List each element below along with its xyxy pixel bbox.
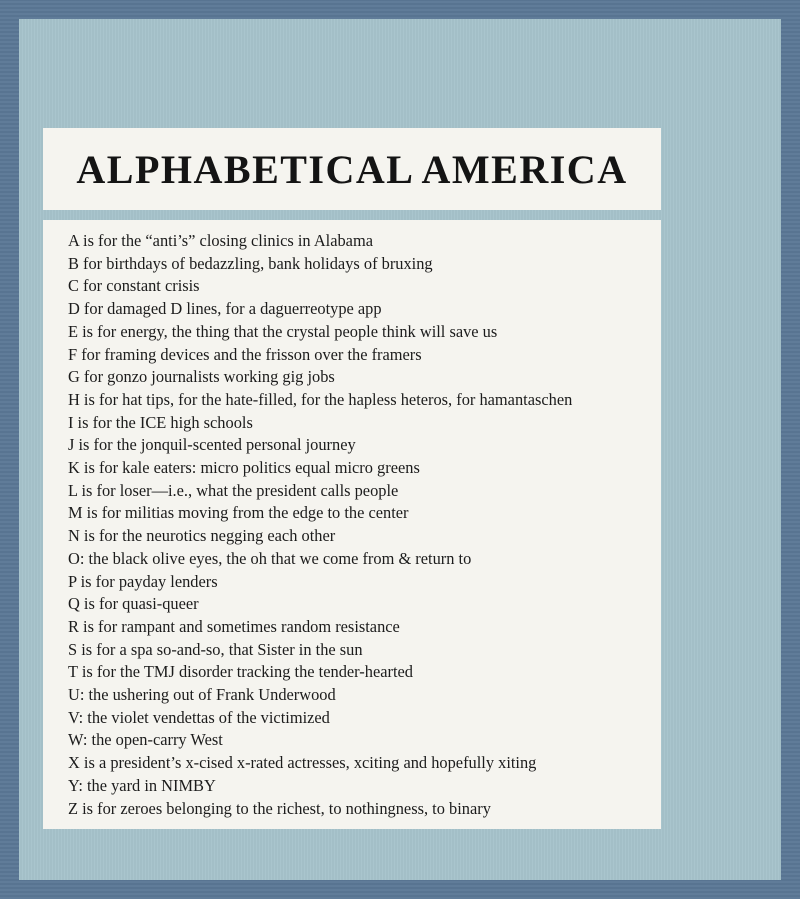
poem-line: R is for rampant and sometimes random resistance	[68, 616, 400, 636]
title-card	[43, 128, 661, 210]
poem-line: S is for a spa so-and-so, that Sister in the sun	[68, 639, 363, 659]
poem-line: F for framing devices and the frisson over the framers	[68, 344, 422, 364]
poem-line: U: the ushering out of Frank Underwood	[68, 685, 336, 705]
poem-line: E is for energy, the thing that the crystal people think will save us	[68, 321, 498, 341]
poem-line: G for gonzo journalists working gig jobs	[68, 367, 335, 387]
poem-line: J is for the jonquil-scented personal journey	[68, 435, 356, 455]
poem-line: L is for loser—i.e., what the president calls people	[68, 480, 399, 500]
poem-line: W: the open-carry West	[68, 730, 223, 750]
poem-line: B for birthdays of bedazzling, bank holidays of bruxing	[68, 253, 433, 273]
poem-lines	[68, 230, 572, 820]
poem-line: N is for the neurotics negging each other	[68, 526, 336, 546]
poem-line: D for damaged D lines, for a daguerreotype app	[68, 299, 382, 319]
poem-line: K is for kale eaters: micro politics equal micro greens	[68, 458, 420, 478]
poem-line: O: the black olive eyes, the oh that we come from & return to	[68, 548, 472, 568]
poem-line: Q is for quasi-queer	[68, 594, 199, 614]
poem-line: X is a president’s x-cised x-rated actresses, xciting and hopefully xiting	[68, 753, 537, 773]
poem-line: H is for hat tips, for the hate-filled, for the hapless heteros, for hamantaschen	[68, 389, 573, 409]
poem-line: C for constant crisis	[68, 276, 200, 296]
poem-line: T is for the TMJ disorder tracking the tender-hearted	[68, 662, 413, 682]
poem-line: Z is for zeroes belonging to the richest, to nothingness, to binary	[68, 798, 491, 818]
poem-card	[43, 220, 661, 829]
poem-line: V: the violet vendettas of the victimized	[68, 707, 330, 727]
poem-line: M is for militias moving from the edge to the center	[68, 503, 409, 523]
poem-line: A is for the “anti’s” closing clinics in Alabama	[68, 231, 373, 250]
poem-line: I is for the ICE high schools	[68, 412, 253, 432]
page-title: ALPHABETICAL AMERICA	[76, 146, 628, 192]
poem-line: Y: the yard in NIMBY	[68, 775, 216, 795]
poem-line: P is for payday lenders	[68, 571, 218, 591]
